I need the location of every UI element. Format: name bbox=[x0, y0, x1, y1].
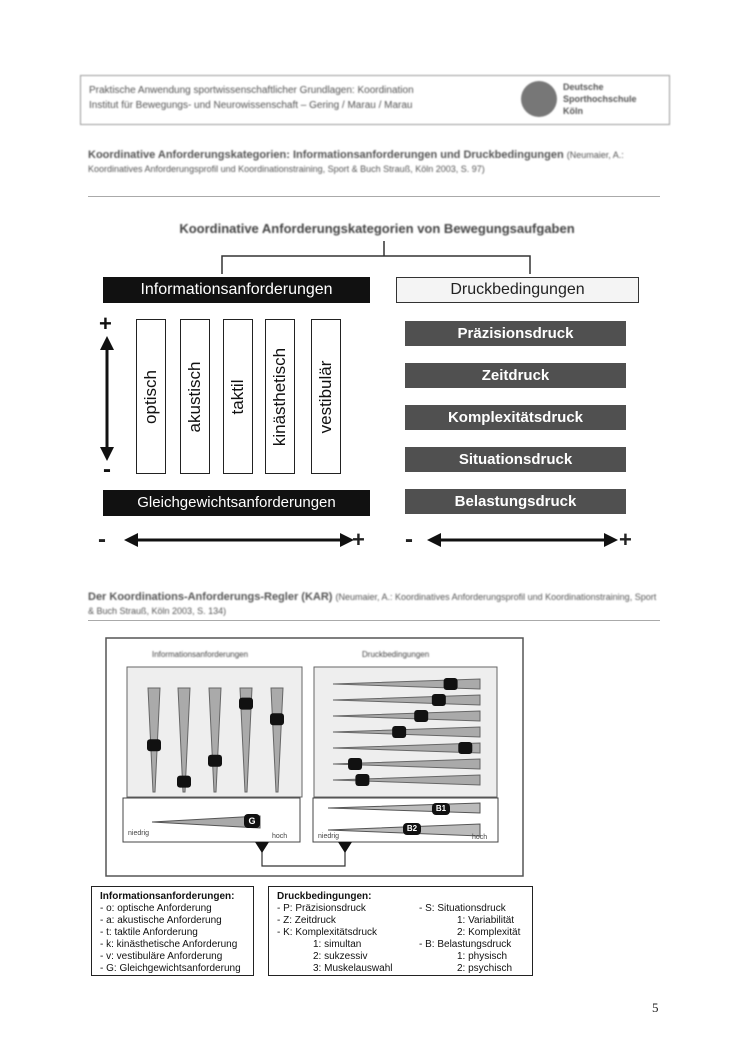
section2-title: Der Koordinations-Anforderungs-Regler (KAR) bbox=[88, 591, 333, 603]
kar-info-knob bbox=[270, 713, 284, 725]
legend-druck-subitem: 3: Muskelauswahl bbox=[313, 963, 393, 974]
kar-info-knob bbox=[208, 755, 222, 767]
kar-info-knob bbox=[177, 776, 191, 788]
legend-info-item: - o: optische Anforderung bbox=[100, 903, 212, 914]
kar-druck-knob bbox=[392, 726, 406, 738]
legend-druck-subitem: 2: Komplexität bbox=[457, 927, 521, 938]
sense-label: taktil bbox=[228, 379, 247, 414]
legend-info-item: - v: vestibuläre Anforderung bbox=[100, 951, 223, 962]
logo-text-1: Deutsche bbox=[563, 82, 604, 92]
legend-info-box bbox=[91, 886, 254, 976]
legend-druck-item: - B: Belastungsdruck bbox=[419, 939, 512, 950]
legend-info-title: Informationsanforderungen: bbox=[100, 891, 235, 902]
logo-text-2: Sporthochschule bbox=[563, 94, 637, 104]
header-line-1: Praktische Anwendung sportwissenschaftlicher Grundlagen: Koordination bbox=[89, 85, 414, 96]
kar-knob-b2: B2 bbox=[403, 823, 421, 835]
kar-druck-knob bbox=[414, 710, 428, 722]
section2-citation: (Neumaier, A.: Koordinatives Anforderungsprofil und Koordinationstraining, Sport & Buch Strauß, Köln 2003, S. 134) bbox=[88, 592, 657, 616]
right-scale-minus: - bbox=[405, 526, 413, 553]
legend-druck-item: - K: Komplexitätsdruck bbox=[277, 927, 378, 938]
kar-right-title: Druckbedingungen bbox=[362, 650, 430, 659]
scale-minus-bottom: - bbox=[103, 456, 111, 483]
scale-plus-top: + bbox=[99, 311, 112, 336]
sense-label: kinästhetisch bbox=[270, 347, 289, 446]
sense-label: akustisch bbox=[185, 361, 204, 432]
section1-citation: (Neumaier, A.: Koordinatives Anforderungsprofil und Koordinationstraining, Sport & Buch Strauß, Köln 2003, S. 97) bbox=[88, 150, 624, 174]
legend-info-item: - t: taktile Anforderung bbox=[100, 927, 198, 938]
section1-title: Koordinative Anforderungskategorien: Informationsanforderungen und Druckbedingungen bbox=[88, 149, 564, 161]
kar-left-hoch: hoch bbox=[272, 833, 288, 840]
legend-druck-item: - S: Situationsdruck bbox=[419, 903, 506, 914]
gleichgewicht-box: Gleichgewichtsanforderungen bbox=[103, 490, 370, 516]
druck-item-praezision: Präzisionsdruck bbox=[405, 321, 626, 346]
druck-item-zeit: Zeitdruck bbox=[405, 363, 626, 388]
kar-right-niedrig: niedrig bbox=[318, 833, 340, 840]
info-anforderungen-box: Informationsanforderungen bbox=[103, 277, 370, 303]
legend-druck-title: Druckbedingungen: bbox=[277, 891, 372, 902]
header-line-2: Institut für Bewegungs- und Neurowissenschaft – Gering / Marau / Marau bbox=[89, 100, 413, 111]
logo-text-3: Köln bbox=[563, 106, 583, 116]
druck-item-komplexitaet: Komplexitätsdruck bbox=[405, 405, 626, 430]
kar-knob-g: G bbox=[244, 814, 260, 828]
legend-druck-item: - Z: Zeitdruck bbox=[277, 915, 336, 926]
kar-knob-b1: B1 bbox=[432, 803, 450, 815]
legend-info-item: - G: Gleichgewichtsanforderung bbox=[100, 963, 241, 974]
kar-druck-knob bbox=[348, 758, 362, 770]
sense-label: optisch bbox=[141, 369, 160, 424]
right-scale-plus: + bbox=[619, 527, 632, 552]
page-number: 5 bbox=[652, 1000, 659, 1015]
legend-druck-item: - P: Präzisionsdruck bbox=[277, 903, 366, 914]
legend-druck-subitem: 1: physisch bbox=[457, 951, 508, 962]
legend-druck-subitem: 2: sukzessiv bbox=[313, 951, 368, 962]
kar-left-title: Informationsanforderungen bbox=[152, 650, 249, 659]
kar-druck-knob bbox=[355, 774, 369, 786]
legend-info-item: - k: kinästhetische Anforderung bbox=[100, 939, 238, 950]
kar-druck-knob bbox=[458, 742, 472, 754]
diagram1-title: Koordinative Anforderungskategorien von Bewegungsaufgaben bbox=[179, 221, 575, 236]
legend-druck-subitem: 1: Variabilität bbox=[457, 915, 515, 926]
druck-item-situation: Situationsdruck bbox=[405, 447, 626, 472]
druck-item-belastung: Belastungsdruck bbox=[405, 489, 626, 514]
legend-info-item: - a: akustische Anforderung bbox=[100, 915, 222, 926]
druckbedingungen-box: Druckbedingungen bbox=[396, 277, 639, 303]
kar-druck-knob bbox=[432, 694, 446, 706]
left-scale-plus: + bbox=[352, 527, 365, 552]
legend-druck-box bbox=[268, 886, 533, 976]
kar-druck-knob bbox=[444, 678, 458, 690]
kar-left-niedrig: niedrig bbox=[128, 830, 150, 837]
legend-druck-subitem: 2: psychisch bbox=[457, 963, 513, 974]
left-scale-minus: - bbox=[98, 526, 106, 553]
sense-label: vestibulär bbox=[316, 360, 335, 433]
kar-info-knob bbox=[239, 698, 253, 710]
kar-right-hoch: hoch bbox=[472, 834, 488, 841]
legend-druck-subitem: 1: simultan bbox=[313, 939, 362, 950]
kar-info-knob bbox=[147, 739, 161, 751]
